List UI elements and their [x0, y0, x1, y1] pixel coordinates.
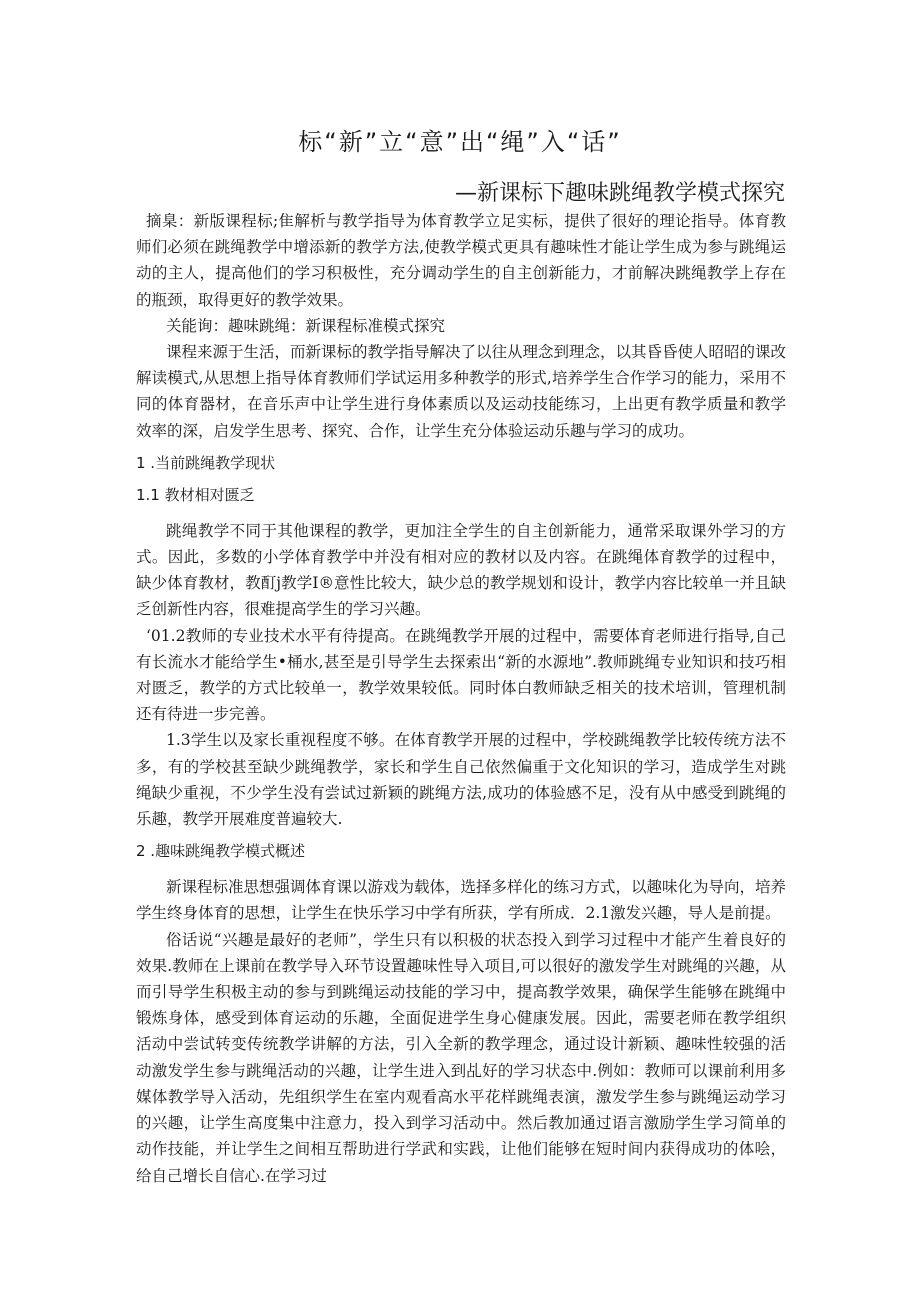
paragraph-1-3: 1.3学生以及家长重视程度不够。在体育教学开展的过程中，学校跳绳教学比较传统方法不多，有的学校甚至缺少跳绳教学，家长和学生自己依然偏重于文化知识的学习，造成学生对跳绳缺少重视，不少学生没有尝试过新颖的跳绳方法,成功的体验感不足，没有从中感受到跳绳的乐趣，教学开展难度普遍较大. [136, 731, 786, 829]
paragraph-1-1: 跳绳教学不同于其他课程的教学，更加注全学生的自主创新能力，通常采取课外学习的方式。因此，多数的小学体育教学中并没有相对应的教材以及内容。在跳绳体育教学的过程中，缺少体育教材，教酊j教学I®意性比较大，缺少总的教学规划和设计，教学内容比较单一并且缺乏创新性内容，很难提高学生的学习兴趣。 [136, 521, 786, 619]
abstract-paragraph: 摘臬：新版课程标;隹解析与教学指导为体育教学立足实标，提供了很好的理论指导。体育教师们必须在跳绳教学中增添新的教学方法,使教学模式更具有趣味性才能让学生成为参与跳绳运动的主人，提高他们的学习积极性，充分调动学生的自主创新能力，才前解决跳绳教学上存在的瓶颈，取得更好的教学效果。 [136, 212, 786, 309]
paragraph-1-2: ‘01.2教师的专业技术水平有待提高。在跳绳教学开展的过程中，需要体育老师进行指导,自己有长流水才能给学生•桶水,甚至是引导学生去探索出“新的水源地”.教师跳绳专业知识和技巧相对匮乏，教学的方式比较单一，教学效果较低。同时体白教师缺乏相关的技术培训，管理机制还有待进一步完善。 [136, 626, 786, 724]
document-title: 标“新”立“意”出“绳”入“话” [298, 128, 622, 156]
intro-paragraph: 课程来源于生活，而新课标的教学指导解决了以往从理念到理念，以其昏昏使人昭昭的课改解读模式,从思想上指导体育教师们学试运用多种教学的形式,培养学生合作学习的能力，采用不同的体育器材，在音乐声中让学生进行身体素质以及运动技能练习，上出更有教学质量和教学效率的深，启发学生思考、探究、合作，让学生充分体验运动乐趣与学习的成功。 [136, 343, 787, 440]
paragraph-2-1: 俗话说“兴趣是最好的老师”，学生只有以积极的状态投入到学习过程中才能产生着良好的效果.教师在上课前在教学导入环节设置趣味性导入项目,可以很好的激发学生对跳绳的兴趣，从而引导学生积极主动的参与到跳绳运动技能的学习中，提高教学效果，确保学生能够在跳绳中锻炼身体，感受到体育运动的乐趣，全面促进学生身心健康发展。因此，需要老师在教学组织活动中尝试转变传统教学讲解的方法，引入全新的教学理念，通过设计新颖、趣味性较强的活动激发学生参与跳绳活动的兴趣，让学生进入到乩好的学习状态中.例如：教师可以课前利用多媒体教学导入活动，先组织学生在室内观看高水平花样跳绳表演，激发学生参与跳绳运动学习的兴趣，让学生高度集中注意力，投入到学习活动中。然后教加通过语言激励学生学习简单的动作技能，并让学生之间相互帮助进行学武和实践，让他们能够在短时间内获得成功的体哙，给自己增长自信心.在学习过 [136, 930, 786, 1185]
paragraph-2: 新课程标准思想强调体育课以游戏为载体，选择多样化的练习方式，以趣味化为导向，培养学生终身体育的思想，让学生在快乐学习中学有所获，学有所成．2.1激发兴趣，导人是前提。 [136, 878, 787, 923]
keywords-line: 关能询：趣味跳绳：新课程标准模式探究 [166, 316, 446, 335]
section-1-1-heading: 1.1 教材相对匮乏 [136, 485, 255, 504]
section-1-heading: 1 .当前跳绳教学现状 [136, 453, 276, 472]
document-body [136, 208, 786, 1189]
document-subtitle: —新课标下趣味跳绳教学模式探究 [454, 181, 785, 206]
section-2-heading: 2 .趣味跳绳教学模式概述 [136, 842, 306, 861]
